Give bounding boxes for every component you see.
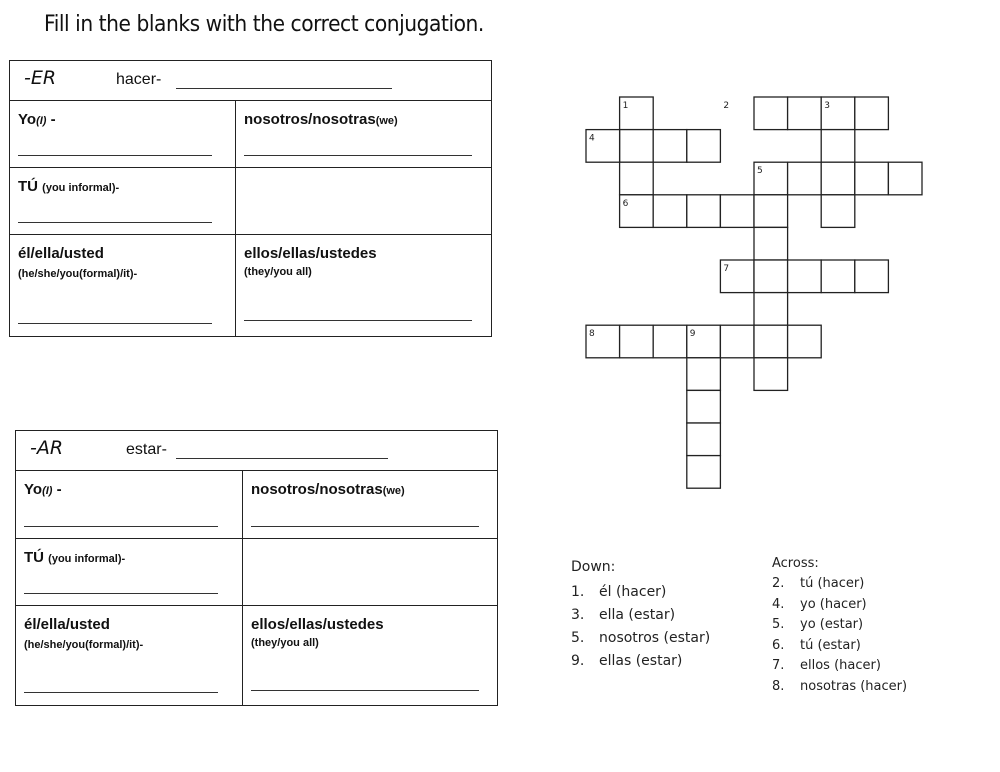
note-ellos: (they/you all) xyxy=(244,266,312,278)
crossword-cell[interactable] xyxy=(687,423,721,456)
label-tu: TÚ (you informal)- xyxy=(18,178,120,195)
instructions-title: Fill in the blanks with the correct conjugation. xyxy=(44,12,484,37)
down-clue-3 xyxy=(571,650,710,673)
crossword-cell[interactable] xyxy=(754,195,788,228)
crossword-cell[interactable] xyxy=(754,293,788,326)
clue-text: yo (hacer) xyxy=(800,596,867,612)
crossword-cell[interactable] xyxy=(821,195,855,228)
crossword-clue-number: 5 xyxy=(757,166,763,177)
down-clue-2 xyxy=(571,627,710,650)
crossword-cell[interactable] xyxy=(754,358,788,391)
crossword-cell[interactable] xyxy=(754,227,788,260)
label-nosotros: nosotros/nosotras(we) xyxy=(251,481,405,498)
crossword-cell[interactable] xyxy=(788,260,822,293)
crossword-cell[interactable] xyxy=(788,97,822,130)
across-clue-1 xyxy=(772,595,907,616)
clue-text: nosotros (estar) xyxy=(599,630,711,646)
crossword-cell[interactable] xyxy=(888,162,922,195)
label-yo: Yo(I) - xyxy=(24,481,62,498)
infinitive-label: hacer- xyxy=(116,71,162,88)
crossword-cell[interactable] xyxy=(788,162,822,195)
clue-number: 4. xyxy=(772,596,785,612)
infinitive-label: estar- xyxy=(126,441,167,458)
crossword-cell[interactable] xyxy=(821,130,855,163)
clue-text: tú (hacer) xyxy=(800,576,865,591)
down-heading: Down: xyxy=(571,559,616,575)
crossword-cell[interactable] xyxy=(821,260,855,293)
crossword-cell[interactable] xyxy=(620,130,654,163)
crossword-cell[interactable] xyxy=(855,260,889,293)
clue-number: 9. xyxy=(571,653,585,669)
across-clue-5 xyxy=(772,677,907,698)
across-heading: Across: xyxy=(772,556,819,571)
clue-number: 3. xyxy=(571,607,585,623)
crossword-cell[interactable] xyxy=(720,195,754,228)
across-clue-4 xyxy=(772,656,907,677)
crossword-cell[interactable] xyxy=(720,325,754,358)
crossword-cell[interactable] xyxy=(788,325,822,358)
crossword-cell[interactable] xyxy=(653,325,687,358)
clue-text: él (hacer) xyxy=(599,584,667,600)
label-nosotros: nosotros/nosotras(we) xyxy=(244,111,398,128)
crossword-cell[interactable] xyxy=(687,456,721,489)
across-clues xyxy=(772,556,907,698)
label-yo: Yo(I) - xyxy=(18,111,56,128)
note-el: (he/she/you(formal)/it)- xyxy=(18,268,138,280)
crossword-cell[interactable] xyxy=(620,162,654,195)
crossword-clue-number: 7 xyxy=(723,264,730,274)
crossword-clue-number: 3 xyxy=(824,101,830,111)
crossword-clue-number: 1 xyxy=(622,101,629,111)
crossword-cell[interactable] xyxy=(821,162,855,195)
clue-text: yo (estar) xyxy=(800,617,864,633)
note-ellos: (they/you all) xyxy=(251,637,319,649)
clue-number: 5. xyxy=(571,630,585,646)
verb-ending: -ER xyxy=(24,67,57,89)
clue-text: tú (estar) xyxy=(800,637,861,653)
label-el: él/ella/usted xyxy=(24,616,110,633)
across-clue-0 xyxy=(772,574,907,595)
across-clue-2 xyxy=(772,615,907,636)
crossword-cell[interactable] xyxy=(620,325,654,358)
clue-text: nosotras (hacer) xyxy=(800,678,908,694)
crossword-cell[interactable] xyxy=(687,130,721,163)
clue-number: 8. xyxy=(772,678,785,694)
crossword-clue-number: 8 xyxy=(589,329,595,340)
crossword-cell[interactable] xyxy=(855,97,889,130)
crossword-cell[interactable] xyxy=(687,195,721,228)
label-tu: TÚ (you informal)- xyxy=(24,549,126,566)
crossword-clue-number: 2 xyxy=(723,101,730,111)
crossword-cell[interactable] xyxy=(855,162,889,195)
crossword-cell[interactable] xyxy=(754,97,788,130)
crossword-cell[interactable] xyxy=(687,390,721,423)
clue-text: ellas (estar) xyxy=(599,653,683,669)
clue-text: ella (estar) xyxy=(599,607,676,623)
crossword-cell[interactable] xyxy=(653,195,687,228)
clue-number: 5. xyxy=(772,617,785,633)
note-el: (he/she/you(formal)/it)- xyxy=(24,639,144,651)
crossword-cell[interactable] xyxy=(754,260,788,293)
clue-number: 6. xyxy=(772,637,785,653)
clue-number: 2. xyxy=(772,576,785,591)
down-clue-0 xyxy=(571,581,710,604)
crossword-cell[interactable] xyxy=(754,325,788,358)
clue-text: ellos (hacer) xyxy=(800,658,881,674)
clue-number: 7. xyxy=(772,658,785,674)
crossword-clue-number: 6 xyxy=(622,198,629,209)
verb-ending: -AR xyxy=(30,437,64,459)
down-clues xyxy=(571,559,710,673)
label-ellos: ellos/ellas/ustedes xyxy=(251,616,384,633)
clue-number: 1. xyxy=(571,584,585,600)
down-clue-1 xyxy=(571,604,710,627)
crossword-cell[interactable] xyxy=(687,358,721,391)
crossword-cell[interactable] xyxy=(653,130,687,163)
label-ellos: ellos/ellas/ustedes xyxy=(244,245,377,262)
across-clue-3 xyxy=(772,636,907,657)
crossword-clue-number: 9 xyxy=(689,329,696,340)
label-el: él/ella/usted xyxy=(18,245,104,262)
crossword-clue-number: 4 xyxy=(589,133,595,144)
